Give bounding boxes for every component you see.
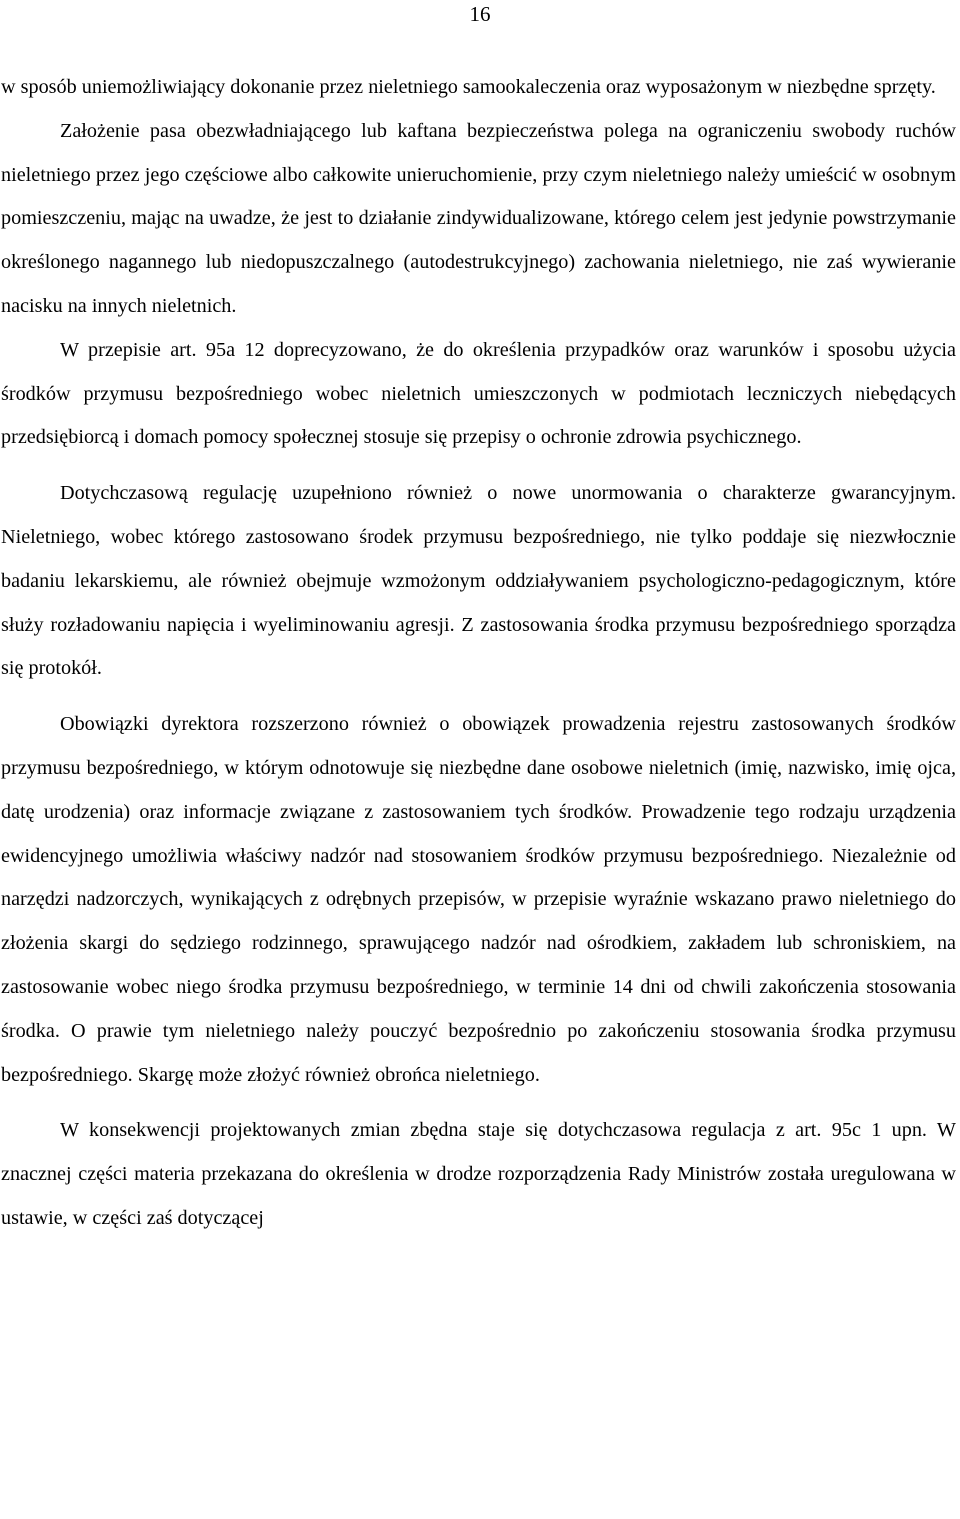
paragraph-4: Dotychczasową regulację uzupełniono również o nowe unormowania o charakterze gwarancyjnym. Nieletniego, wobec którego zastosowano środek przymusu bezpośredniego, nie tylko poddaje się niezwłocznie badaniu lekarskiemu, ale również obejmuje wzmożonym oddziaływaniem psychologiczno-pedagogicznym, które służy rozładowaniu napięcia i wyeliminowaniu agresji. Z zastosowania środka przymusu bezpośredniego sporządza się protokół. [1,482,956,680]
paragraph-1: w sposób uniemożliwiający dokonanie przez nieletniego samookaleczenia oraz wyposażonym w niezbędne sprzęty. [1,76,936,98]
page-number: 16 [469,2,491,26]
document-body [1,66,956,1241]
paragraph-3: W przepisie art. 95a 12 doprecyzowano, że do określenia przypadków oraz warunków i sposobu użycia środków przymusu bezpośredniego wobec nieletnich umieszczonych w podmiotach leczniczych niebędących przedsiębiorcą i domach pomocy społecznej stosuje się przepisy o ochronie zdrowia psychicznego. [1,338,956,449]
paragraph-2: Założenie pasa obezwładniającego lub kaftana bezpieczeństwa polega na ograniczeniu swobody ruchów nieletniego przez jego częściowe albo całkowite unieruchomienie, przy czym nieletniego należy umieścić w osobnym pomieszczeniu, mając na uwadze, że jest to działanie zindywidualizowane, którego celem jest jedynie powstrzymanie określonego nagannego lub niedopuszczalnego (autodestrukcyjnego) zachowania nieletniego, nie zaś wywieranie nacisku na innych nieletnich. [1,119,956,317]
paragraph-5: Obowiązki dyrektora rozszerzono również o obowiązek prowadzenia rejestru zastosowanych środków przymusu bezpośredniego, w którym odnotowuje się niezbędne dane osobowe nieletnich (imię, nazwisko, imię ojca, datę urodzenia) oraz informacje związane z zastosowaniem tych środków. Prowadzenie tego rodzaju urządzenia ewidencyjnego umożliwia właściwy nadzór nad stosowaniem środków przymusu bezpośredniego. Niezależnie od narzędzi nadzorczych, wynikających z odrębnych przepisów, w przepisie wyraźnie wskazano prawo nieletniego do złożenia skargi do sędziego rodzinnego, sprawującego nadzór nad ośrodkiem, zakładem lub schroniskiem, na zastosowanie wobec niego środka przymusu bezpośredniego, w terminie 14 dni od chwili zakończenia stosowania środka. O prawie tym nieletniego należy pouczyć bezpośrednio po zakończeniu stosowania środka przymusu bezpośredniego. Skargę może złożyć również obrońca nieletniego. [1,713,956,1086]
paragraph-6: W konsekwencji projektowanych zmian zbędna staje się dotychczasowa regulacja z art. 95c 1 upn. W znacznej części materia przekazana do określenia w drodze rozporządzenia Rady Ministrów została uregulowana w ustawie, w części zaś dotyczącej [1,1119,956,1229]
